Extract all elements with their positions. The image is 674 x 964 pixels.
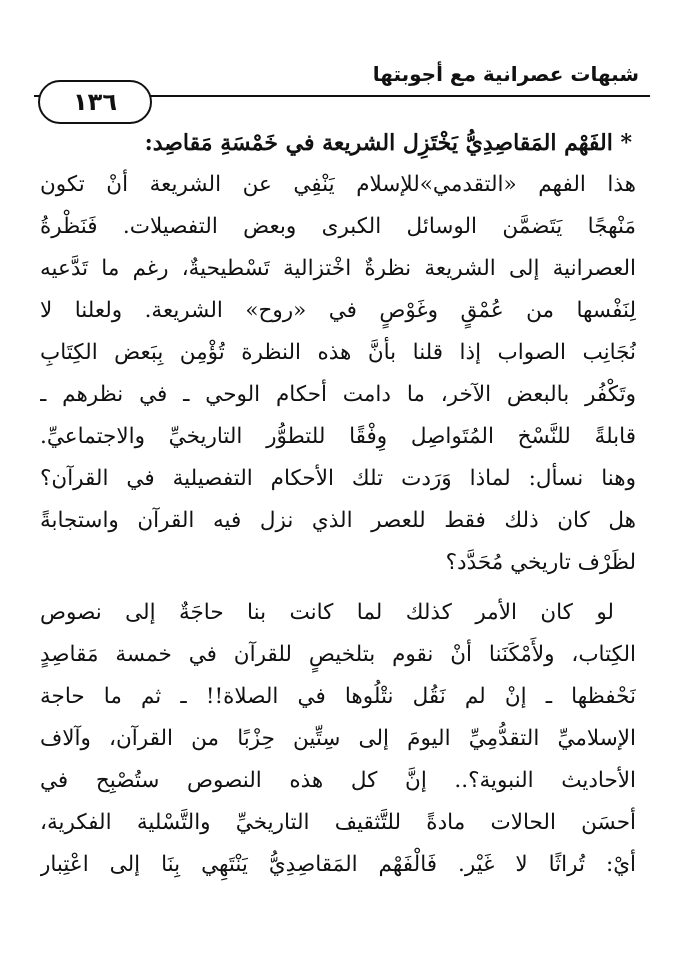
section-heading: * الفَهْم المَقاصِدِيُّ يَخْتَزِل الشريعة في خَمْسَةِ مَقاصِد: — [144, 130, 632, 156]
page-body — [40, 122, 636, 886]
text-line: لظَرْف تاريخي مُحَدَّد؟ — [445, 550, 636, 575]
text-line: نَحْفظها ـ إنْ لم نَقُل نتْلُوها في الصلاة!! ـ ثم ما حاجة — [40, 684, 636, 709]
text-line: وهنا نسأل: لماذا وَرَدت تلك الأحكام التفصيلية في القرآن؟ — [40, 466, 636, 491]
text-line: لِنَفْسها من عُمْقٍ وغَوْصٍ في «روح» الشريعة. ولعلنا لا — [40, 298, 636, 323]
text-line: أحسَن الحالات مادةً للتَّثقيف التاريخيِّ والتَّسْلية الفكرية، — [40, 810, 636, 835]
running-title: شبهات عصرانية مع أجوبتها — [372, 62, 639, 86]
page-number: ١٣٦ — [38, 80, 152, 124]
text-line: قابلةً للنَّسْخ المُتَواصِل وِفْقًا للتطوُّر التاريخيِّ والاجتماعيِّ. — [40, 424, 636, 449]
text-line: الإسلاميِّ التقدُّمِيِّ اليومَ إلى سِتِّين حِزْبًا من القرآن، وآلاف — [40, 726, 636, 751]
text-line: العصرانية إلى الشريعة نظرةٌ اخْتزالية تَسْطيحيةٌ، رغم ما تَدَّعيه — [40, 256, 636, 281]
text-line: نُجَانِب الصواب إذا قلنا بأنَّ هذه النظرة تُؤْمِن بِبَعض الكِتَابِ — [40, 340, 636, 365]
text-line: الكِتاب، ولأَمْكَنَنا أنْ نقوم بتلخيصٍ للقرآن في خمسة مَقاصِدٍ — [40, 642, 636, 667]
paragraph-2 — [40, 592, 636, 886]
text-line: هل كان ذلك فقط للعصر الذي نزل فيه القرآن واستجابةً — [40, 508, 636, 533]
text-line: هذا الفهم «التقدمي»للإسلام يَنْفِي عن الشريعة أنْ تكون — [40, 172, 636, 197]
text-line: وتَكْفُر بالبعض الآخر، ما دامت أحكام الوحي ـ في نظرهم ـ — [40, 382, 636, 407]
text-line: لو كان الأمر كذلك لما كانت بنا حاجَةٌ إلى نصوص — [40, 600, 614, 625]
paragraph-gap — [40, 584, 636, 592]
paragraph-1 — [40, 164, 636, 584]
text-line: أيْ: تُراثًا لا غَيْر. فَالْفَهْم المَقاصِدِيُّ يَنْتَهِي بِنَا إلى اعْتِبار — [40, 852, 636, 877]
text-line: مَنْهجًا يَتَضمَّن الوسائل الكبرى وبعض التفصيلات. فَنَظْرةُ — [40, 214, 636, 239]
text-line: الأحاديث النبوية؟.. إنَّ كل هذه النصوص ستُصْبِح في — [40, 768, 636, 793]
